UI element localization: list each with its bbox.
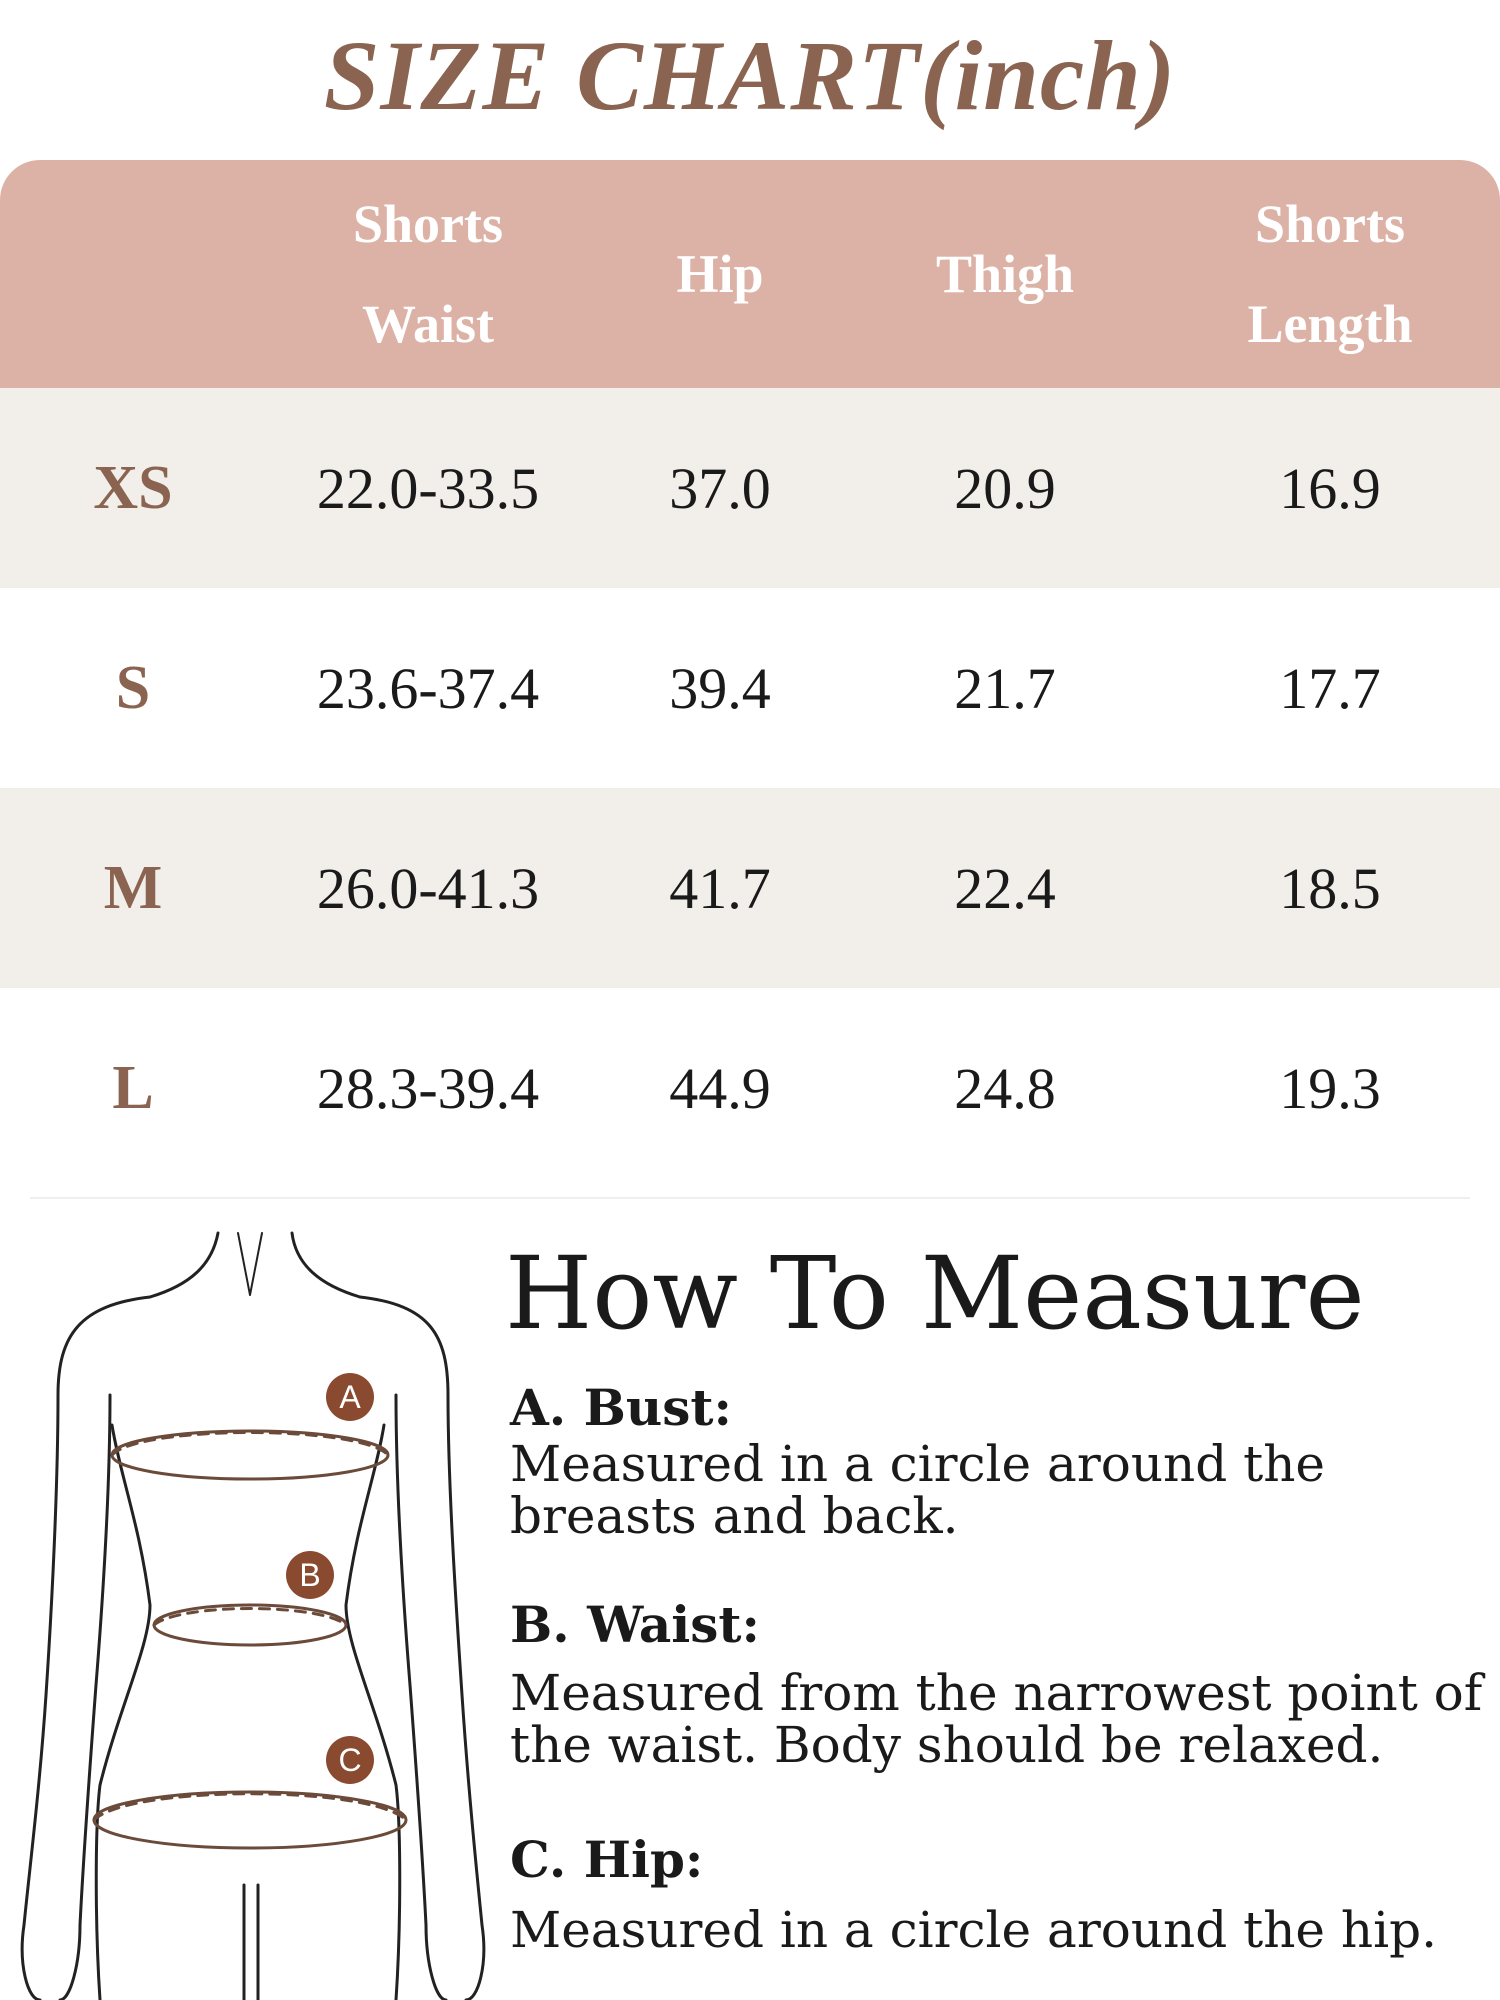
measure-item-waist xyxy=(510,1595,1490,1774)
header-hip xyxy=(600,160,840,388)
measure-item-bust xyxy=(510,1378,1490,1545)
length-value: 16.9 xyxy=(1279,455,1381,521)
measure-heading: B. Waist: xyxy=(510,1595,760,1654)
table-row xyxy=(0,988,1500,1188)
length-value: 17.7 xyxy=(1279,655,1381,721)
body-outline-illustration xyxy=(0,1225,490,2000)
measure-heading: A. Bust: xyxy=(510,1378,732,1437)
section-divider xyxy=(30,1197,1470,1199)
length-value: 18.5 xyxy=(1279,855,1381,921)
measure-heading: C. Hip: xyxy=(510,1830,704,1889)
header-label: Length xyxy=(1247,294,1413,354)
thigh-value: 20.9 xyxy=(954,455,1056,521)
header-label: Shorts xyxy=(1254,194,1406,254)
hip-value: 41.7 xyxy=(669,855,771,921)
length-value: 19.3 xyxy=(1279,1055,1381,1121)
measure-text: Measured from the narrowest point of the waist. Body should be relaxed. xyxy=(510,1664,1483,1774)
size-label: M xyxy=(103,853,163,922)
page-title: SIZE CHART(inch) xyxy=(323,20,1177,131)
table-row xyxy=(0,788,1500,988)
measure-text: Measured in a circle around the breasts and back. xyxy=(510,1435,1326,1545)
header-label: Hip xyxy=(676,244,764,304)
header-label: Waist xyxy=(361,294,495,354)
header-shorts-length xyxy=(1180,160,1480,388)
header-shorts-waist xyxy=(270,160,586,388)
marker-a-icon xyxy=(326,1373,374,1421)
size-table xyxy=(0,160,1500,1188)
size-label: L xyxy=(112,1053,154,1122)
hip-value: 44.9 xyxy=(669,1055,771,1121)
thigh-value: 21.7 xyxy=(954,655,1056,721)
size-label: XS xyxy=(93,453,173,522)
table-header xyxy=(0,160,1500,388)
thigh-value: 22.4 xyxy=(954,855,1056,921)
header-label: Shorts xyxy=(352,194,504,254)
table-row xyxy=(0,388,1500,588)
hip-value: 37.0 xyxy=(669,455,771,521)
thigh-value: 24.8 xyxy=(954,1055,1056,1121)
hip-value: 39.4 xyxy=(669,655,771,721)
table-row xyxy=(0,588,1500,788)
waist-value: 28.3-39.4 xyxy=(316,1055,540,1121)
marker-b-icon xyxy=(286,1551,334,1599)
marker-c-label: C xyxy=(338,1742,362,1778)
size-label: S xyxy=(115,653,151,722)
measure-item-hip xyxy=(510,1830,1490,1959)
header-thigh xyxy=(880,160,1130,388)
waist-value: 26.0-41.3 xyxy=(316,855,540,921)
waist-value: 22.0-33.5 xyxy=(316,455,540,521)
marker-c-icon xyxy=(326,1736,374,1784)
marker-b-label: B xyxy=(299,1557,321,1593)
waist-value: 23.6-37.4 xyxy=(316,655,540,721)
header-label: Thigh xyxy=(935,244,1075,304)
marker-a-label: A xyxy=(339,1379,361,1415)
measure-text: Measured in a circle around the hip. xyxy=(510,1901,1438,1959)
how-to-measure-title: How To Measure xyxy=(505,1235,1365,1352)
